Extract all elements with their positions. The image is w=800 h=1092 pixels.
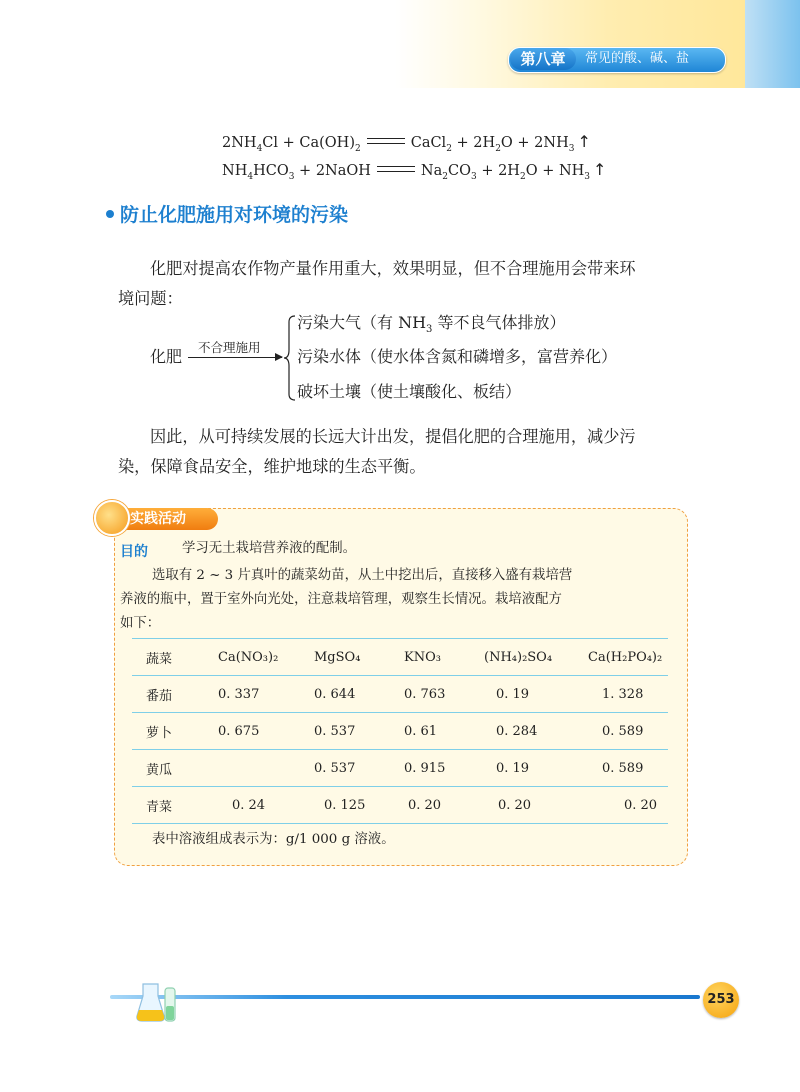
table-row bbox=[132, 713, 668, 750]
activity-tab: 实践活动 bbox=[118, 508, 218, 530]
beaker-icon bbox=[135, 978, 181, 1024]
table-header-cell: Ca(H₂PO₄)₂ bbox=[588, 649, 663, 665]
gas-arrow-icon: ↑ bbox=[593, 160, 607, 179]
table-cell: 青菜 bbox=[146, 799, 173, 815]
table-cell: 0. 537 bbox=[314, 760, 356, 776]
table-cell: 0. 915 bbox=[404, 760, 446, 776]
table-header-cell: (NH₄)₂SO₄ bbox=[484, 649, 553, 665]
table-header-cell: 蔬菜 bbox=[146, 651, 173, 667]
footer-rule bbox=[110, 995, 700, 999]
effect-water: 污染水体（使水体含氮和磷增多，富营养化） bbox=[297, 347, 618, 366]
table-cell: 1. 328 bbox=[602, 686, 644, 702]
table-header-cell: Ca(NO₃)₂ bbox=[218, 649, 279, 665]
table-cell: 0. 589 bbox=[602, 723, 644, 739]
table-header-cell: KNO₃ bbox=[404, 649, 441, 665]
table-cell: 番茄 bbox=[146, 688, 173, 704]
table-cell: 0. 61 bbox=[404, 723, 438, 739]
table-header-cell: MgSO₄ bbox=[314, 649, 361, 665]
chapter-number: 第八章 bbox=[510, 48, 576, 70]
header-edge bbox=[745, 0, 800, 88]
table-cell: 0. 125 bbox=[324, 797, 366, 813]
diagram-source: 化肥 bbox=[150, 347, 183, 366]
table-cell: 0. 675 bbox=[218, 723, 260, 739]
table-row bbox=[132, 676, 668, 713]
table-header-row bbox=[132, 639, 668, 676]
brace-icon bbox=[283, 314, 297, 402]
activity-badge-icon bbox=[94, 500, 130, 536]
section-title: 防止化肥施用对环境的污染 bbox=[120, 204, 349, 226]
table-cell: 黄瓜 bbox=[146, 762, 173, 778]
table-cell: 0. 19 bbox=[496, 686, 530, 702]
gas-arrow-icon: ↑ bbox=[577, 132, 591, 151]
effect-soil: 破坏土壤（使土壤酸化、板结） bbox=[297, 382, 522, 401]
activity-desc-line-1: 选取有 2 ~ 3 片真叶的蔬菜幼苗，从土中挖出后，直接移入盛有栽培营 bbox=[152, 568, 573, 583]
table-note: 表中溶液组成表示为：g/1 000 g 溶液。 bbox=[152, 832, 395, 847]
header-banner bbox=[395, 0, 750, 88]
effect-air: 污染大气（有 $NH_3$ 等不良气体排放） bbox=[297, 313, 566, 336]
page-number: 253 bbox=[703, 982, 739, 1018]
paragraph-2-line-2: 染，保障食品安全，维护地球的生态平衡。 bbox=[118, 457, 426, 476]
chapter-title: 常见的酸、碱、盐 bbox=[585, 51, 690, 66]
bullet-dot-icon bbox=[106, 210, 114, 218]
table-cell: 0. 284 bbox=[496, 723, 538, 739]
table-row bbox=[132, 750, 668, 787]
paragraph-1-line-1: 化肥对提高农作物产量作用重大，效果明显，但不合理施用会带来环 bbox=[150, 259, 636, 278]
paragraph-1-line-2: 境问题： bbox=[118, 289, 183, 308]
table-row bbox=[132, 787, 668, 824]
section-heading bbox=[106, 202, 348, 228]
table-cell: 0. 589 bbox=[602, 760, 644, 776]
table-cell: 0. 24 bbox=[232, 797, 266, 813]
table-cell bbox=[218, 750, 314, 787]
table-cell: 0. 763 bbox=[404, 686, 446, 702]
table-cell: 0. 20 bbox=[624, 797, 658, 813]
equation-2: $NH_4HCO_3$ + 2NaOH $Na_2CO_3 + 2H_2O + NH_3$ ↑ bbox=[222, 160, 607, 182]
table-cell: 0. 644 bbox=[314, 686, 356, 702]
activity-desc-line-2: 养液的瓶中，置于室外向光处，注意栽培管理，观察生长情况。栽培液配方 bbox=[120, 592, 562, 607]
goal-label: 目的 bbox=[120, 544, 148, 560]
table-cell: 0. 337 bbox=[218, 686, 260, 702]
table-cell: 萝卜 bbox=[146, 725, 173, 741]
double-line-equals bbox=[367, 138, 405, 144]
table-cell: 0. 20 bbox=[408, 797, 442, 813]
paragraph-2-line-1: 因此，从可持续发展的长远大计出发，提倡化肥的合理施用，减少污 bbox=[150, 427, 636, 446]
equation-1: $2NH_4Cl + Ca(OH)_2$ CaCl$_2$ + $2H_2O + 2NH_3$ ↑ bbox=[222, 132, 591, 154]
table-cell: 0. 20 bbox=[498, 797, 532, 813]
goal-text: 学习无土栽培营养液的配制。 bbox=[182, 541, 357, 556]
nutrient-table bbox=[132, 638, 668, 824]
double-line-equals bbox=[377, 166, 415, 172]
arrow-icon bbox=[188, 357, 282, 358]
arrow-label: 不合理施用 bbox=[198, 340, 261, 355]
table-cell: 0. 537 bbox=[314, 723, 356, 739]
table-cell: 0. 19 bbox=[496, 760, 530, 776]
activity-desc-line-3: 如下： bbox=[120, 616, 161, 631]
